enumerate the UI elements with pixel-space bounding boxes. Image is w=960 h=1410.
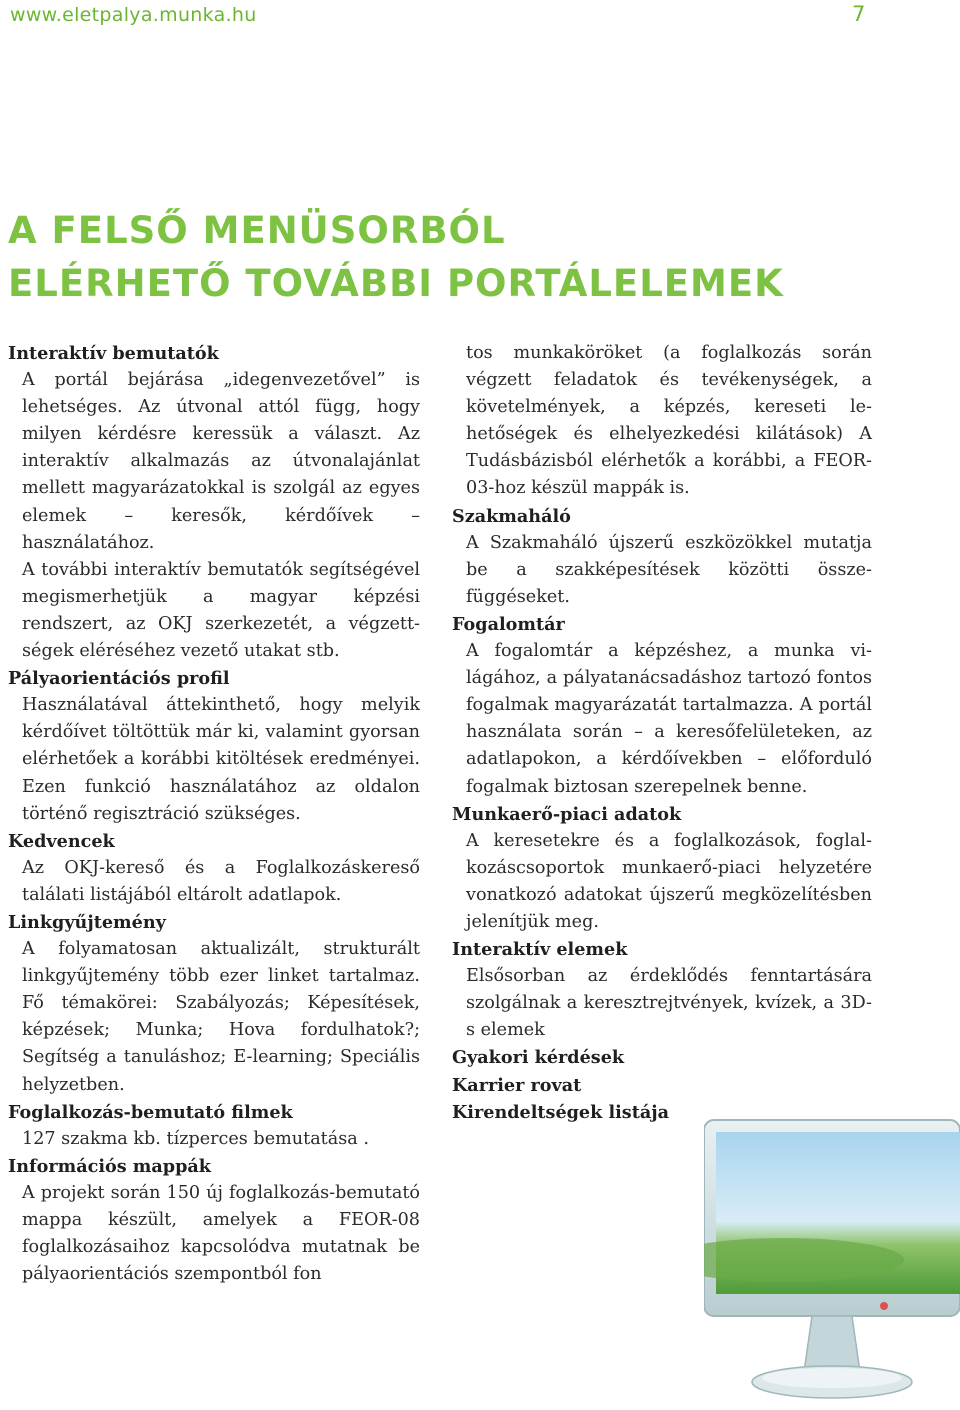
section — [8, 1099, 420, 1153]
section-paragraph: Használatával áttekinthető, hogy melyik kérdőívet töltöttük már ki, valamint gyorsan elérhetőek a korábbi kitöltések eredményei. Ezen funkció használatához az oldalon történő regisztráció szükséges. — [22, 695, 420, 824]
section-heading: Interaktív bemutatók — [8, 343, 219, 364]
page-number: 7 — [852, 2, 866, 26]
section — [452, 1044, 872, 1071]
section-paragraph: A fogalomtár a képzéshez, a munka világához, a pályatanácsadáshoz tartozó fontos fogalmak magyarázatát tartalmazza. A portál használata során – a keresőfelületeken, az adatlapokon, a kérdőívekben – előforduló fogalmak biztosan szerepelnek benne. — [466, 641, 872, 797]
site-url: www.eletpalya.munka.hu — [10, 4, 257, 26]
section — [8, 665, 420, 828]
section-paragraph: A keresetekre és a foglalkozások, foglalkozáscsoportok munkaerő-piaci helyzetére vonatkozó adatokat újszerű megközelítésben jelenítjük meg. — [466, 830, 872, 932]
section-heading: Foglalkozás-bemutató filmek — [8, 1101, 293, 1123]
section-heading: Pályaorientációs profil — [8, 668, 230, 690]
section-paragraph: tos munkaköröket (a foglalkozás során végzett feladatok és tevékenységek, a követelmények, a képzés, kereseti lehetőségek és elhelyezkedési kilátások) A Tudásbázisból elérhetők a korábbi, a FEOR-03-hoz készül mappák is. — [466, 343, 872, 499]
section-body — [466, 530, 872, 611]
section-paragraph: Elsősorban az érdeklődés fenntartására szolgálnak a keresztrejtvények, kvízek, a 3D-s elemek — [466, 966, 872, 1041]
section-body — [466, 828, 872, 936]
section-paragraph: A folyamatosan aktualizált, strukturált linkgyűjtemény több ezer linket tartalmaz. Fő témakörei: Szabályozás; Képesítések, képzések; Munka; Hova fordulhatok?; Segítség a tanuláshoz; E-learning; Speciális helyzetben. — [22, 939, 420, 1095]
section — [452, 1072, 872, 1099]
section-body — [22, 936, 420, 1099]
section-body — [22, 1126, 420, 1153]
section — [8, 340, 420, 665]
section — [452, 340, 872, 503]
section — [8, 909, 420, 1099]
section-body — [466, 963, 872, 1044]
section-body — [466, 638, 872, 801]
section-body — [22, 1180, 420, 1288]
section-body — [22, 855, 420, 909]
page-title-line-2: ELÉRHETŐ TOVÁBBI PORTÁLELEMEK — [8, 262, 784, 305]
section-heading: Interaktív elemek — [452, 939, 628, 961]
section-paragraph: A Szakmaháló újszerű eszközökkel mutatja be a szakképesítések közötti összefüggéseket. — [466, 532, 872, 607]
section-heading: Munkaerő-piaci adatok — [452, 803, 682, 825]
section-paragraph: A további interaktív bemutatók segítségével megismerhetjük a magyar képzési rendszert, az OKJ szerkezetét, a végzettségek eléréséhez vezető utakat stb. — [22, 559, 420, 662]
section-heading: Gyakori kérdések — [452, 1047, 625, 1069]
section-paragraph: Az OKJ-kereső és a Foglalkozáskereső találati listájából eltárolt adatlapok. — [22, 857, 420, 905]
section-heading: Információs mappák — [8, 1155, 211, 1177]
computer-monitor-icon — [704, 1110, 960, 1410]
section — [8, 1153, 420, 1288]
section-heading: Karrier rovat — [452, 1074, 582, 1096]
section-body — [22, 692, 420, 827]
section-paragraph: 127 szakma kb. tízperces bemutatása . — [22, 1128, 369, 1149]
page-title — [8, 204, 784, 310]
right-column — [452, 340, 872, 1126]
section-body — [466, 340, 872, 503]
section — [452, 801, 872, 936]
section — [452, 503, 872, 611]
left-column — [8, 340, 420, 1288]
section-heading: Kedvencek — [8, 830, 115, 852]
section-body — [22, 367, 420, 665]
section-heading: Kirendeltségek listája — [452, 1101, 670, 1123]
section-paragraph: A projekt során 150 új foglalkozás-bemutató mappa készült, amelyek a FEOR-08 foglalkozásaihoz kapcsolódva mutatnak be pályaorientációs szempontból fon — [22, 1182, 420, 1285]
section — [452, 611, 872, 801]
section-heading: Fogalomtár — [452, 613, 565, 635]
section-heading: Szakmaháló — [452, 505, 571, 527]
section-paragraph: A portál bejárása „idegenvezetővel” is lehetséges. Az útvonal attól függ, hogy milyen kérdésre keressük a választ. Az interaktív alkalmazás az útvonalajánlat mellett magyarázatokkal is szolgál az egyes elemek – keresők, kérdőívek – használatához. — [22, 370, 420, 553]
section — [452, 936, 872, 1044]
page-title-line-1: A FELSŐ MENÜSORBÓL — [8, 209, 506, 252]
section-heading: Linkgyűjtemény — [8, 911, 166, 933]
section — [8, 828, 420, 909]
